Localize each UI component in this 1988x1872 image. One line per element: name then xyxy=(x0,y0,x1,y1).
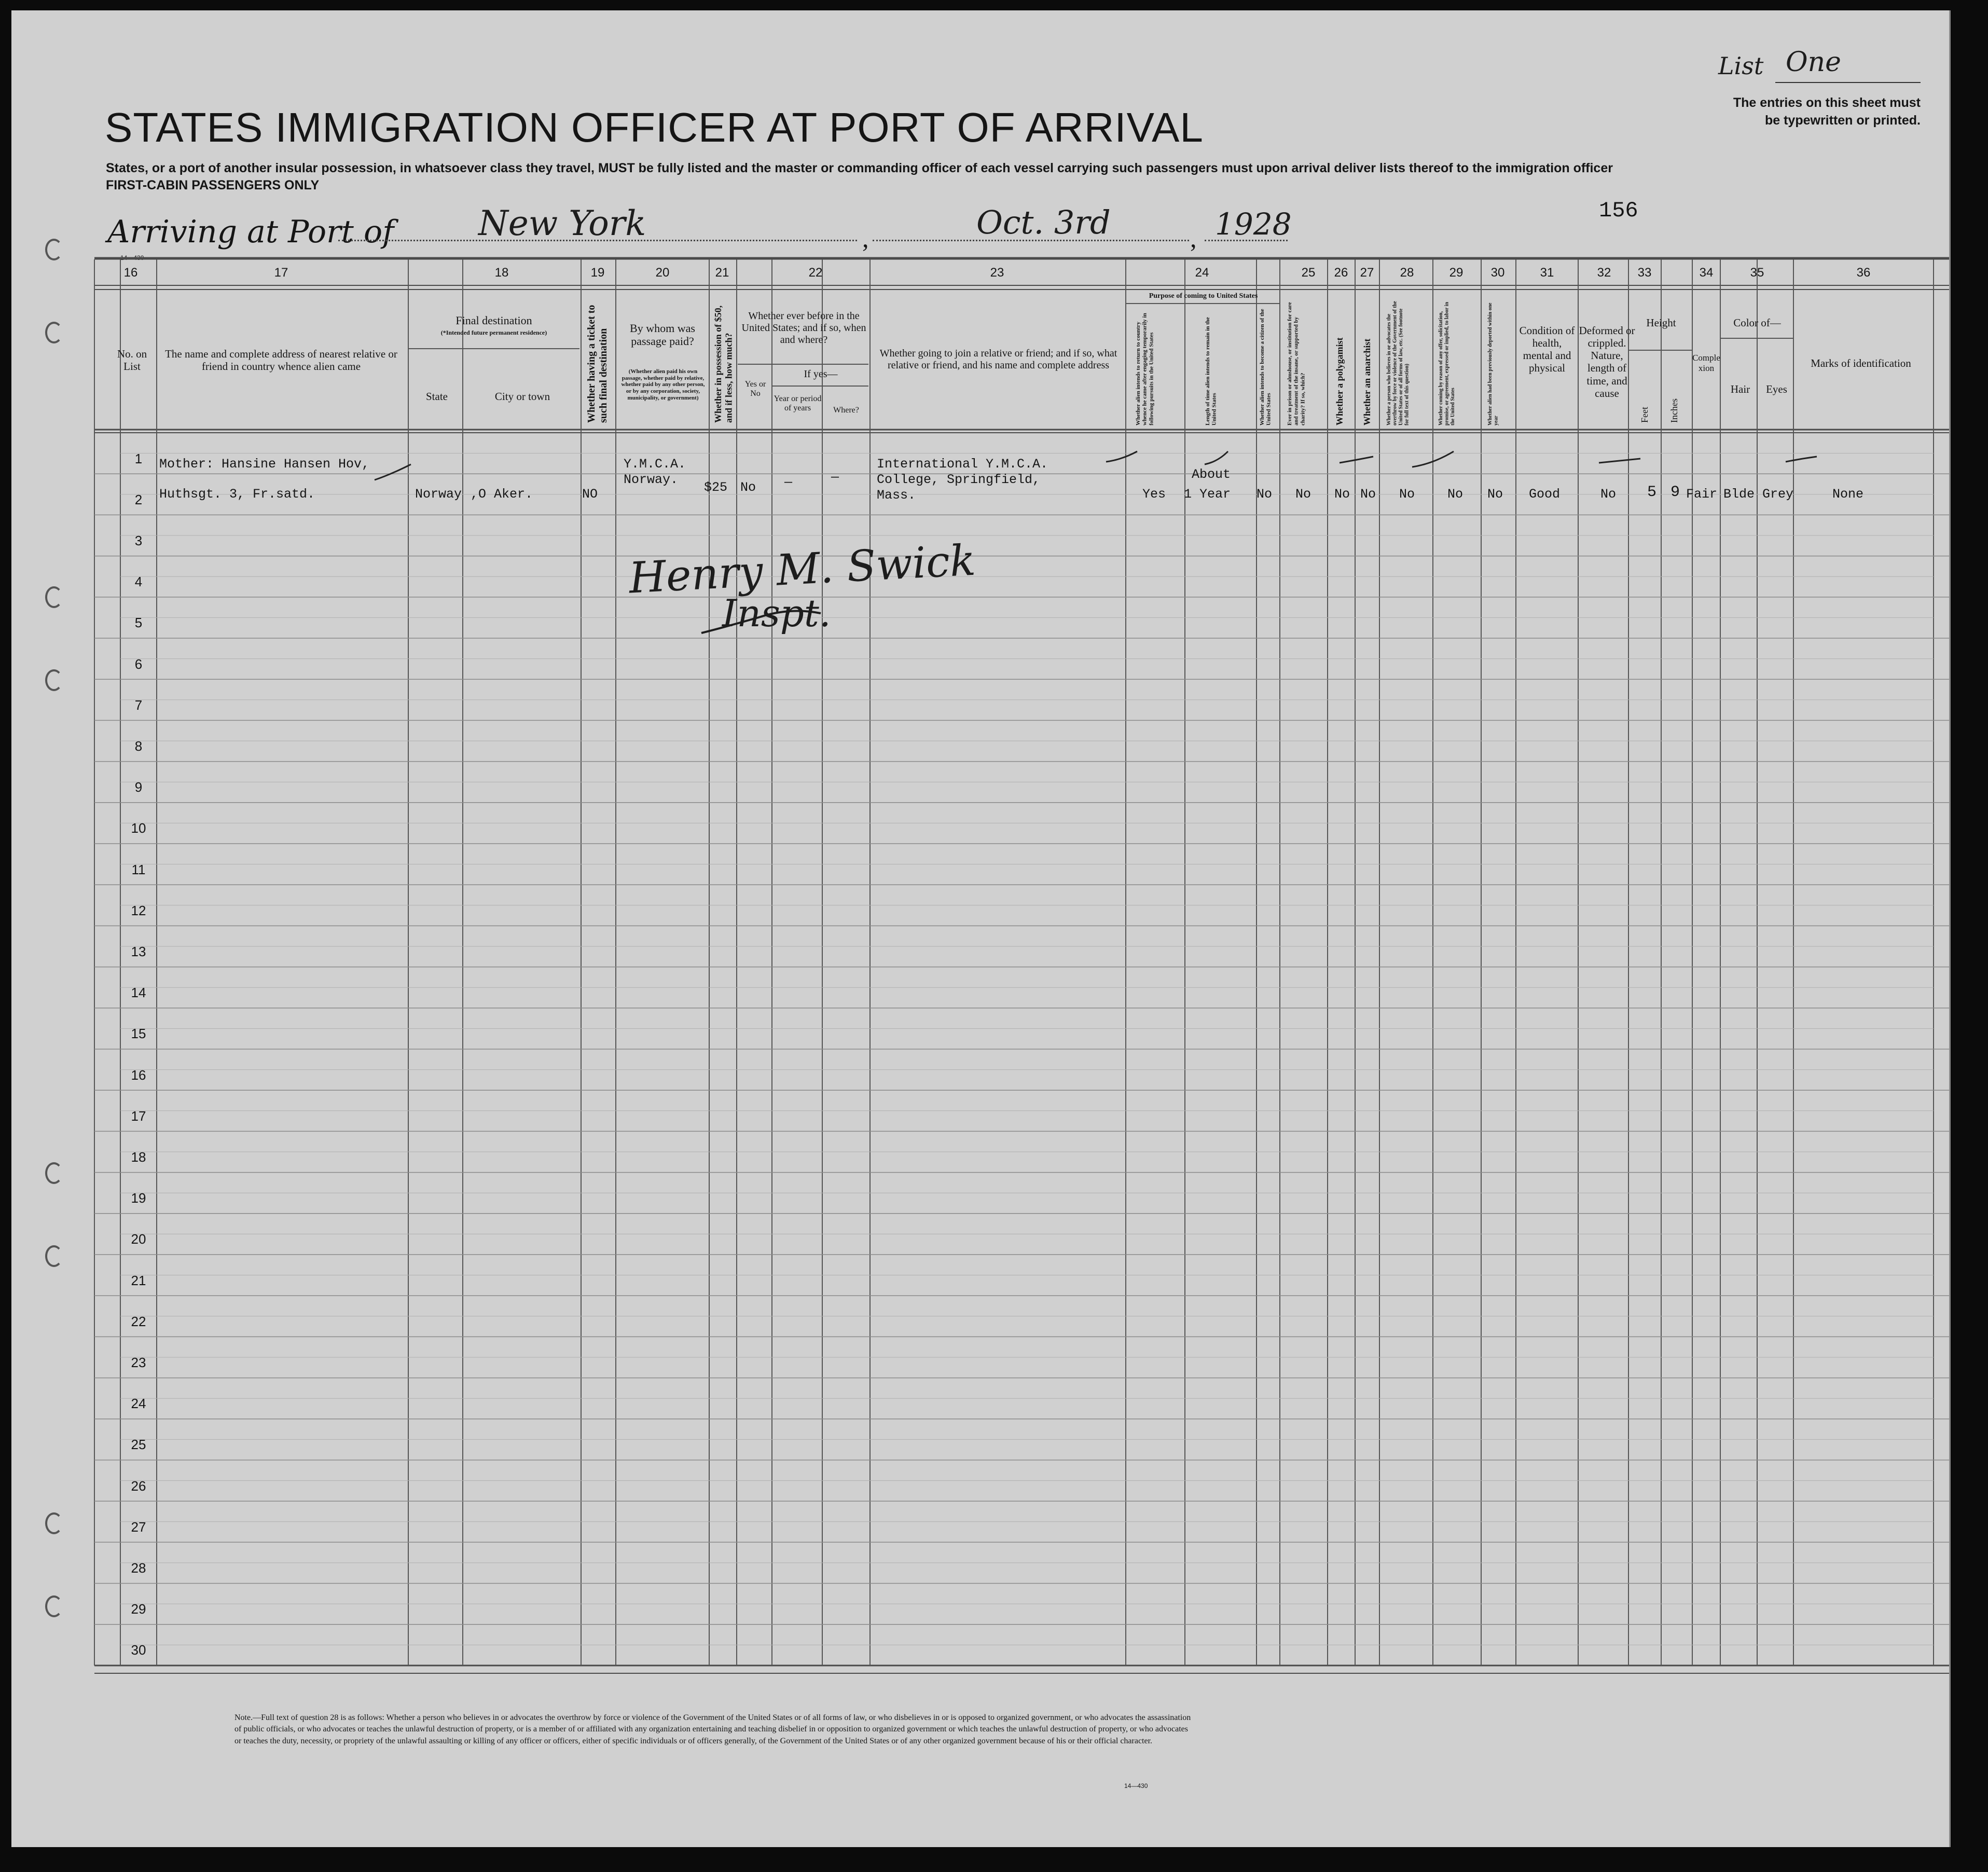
comma: , xyxy=(862,224,869,253)
row-number: 27 xyxy=(131,1519,146,1535)
row-number: 18 xyxy=(131,1149,146,1165)
col34-header: Complexion xyxy=(1692,353,1720,373)
row-number: 7 xyxy=(134,697,143,713)
entry-hair: Blde xyxy=(1723,487,1755,502)
comma: , xyxy=(1190,224,1197,253)
col20-header: By whom was passage paid? xyxy=(630,322,695,348)
col16-header: No. on List xyxy=(117,348,147,373)
arriving-label: Arriving at Port of xyxy=(107,214,394,250)
list-value: One xyxy=(1786,47,1841,78)
entry-joining-2: College, Springfield, xyxy=(877,472,1041,487)
entry-joining-3: Mass. xyxy=(877,488,916,503)
entry-overthrow: No xyxy=(1399,487,1415,502)
entry-before-where: — xyxy=(831,470,839,485)
footnote-text: Note.—Full text of question 28 is as follows: Whether a person who believes in or advocates the overthrow by force or violence of the Government of the United States or of all forms of law, or who disbelieves in or is opposed to organized government, or who advocates the assassination of public officials, or who advocates or teaches the unlawful destruction of property, or is a member of or affiliated with any organization entertaining and teaching disbelief in or opposition to organized government or which teaches the unlawful destruction of property, or who advocates or teaches the duty, necessity, or propriety of the unlawful assaulting or killing of any officer or officers, either of specific individuals or of officers generally, of the Government of the United States or of any other organized government because of his or their official character. xyxy=(234,1713,1191,1745)
row-number: 30 xyxy=(131,1642,146,1658)
col24-b: Length of time alien intends to remain in the United States xyxy=(1205,317,1218,425)
col22-ifyes: If yes— xyxy=(804,368,838,380)
row-number: 26 xyxy=(131,1478,146,1494)
col28-header: Whether a person who believes in or advocates the overthrow by force or violence of the Government of the United States or of all forms of law, etc. (See footnote for full text of this question) xyxy=(1386,301,1410,425)
table-grid xyxy=(11,10,1949,1847)
col29-header: Whether coming by reason of any offer, solicitation, promise, or agreement, expressed or implied, to labor in the United States xyxy=(1438,301,1456,425)
col22-yesno: Yes or No xyxy=(744,380,766,398)
notice-line-1: The entries on this sheet must xyxy=(1733,95,1921,110)
col22-header: Whether ever before in the United States; and if so, when and where? xyxy=(741,310,866,346)
col18-city: City or town xyxy=(494,390,550,403)
column-number: 20 xyxy=(655,266,670,280)
col24-a: Whether alien intends to return to country whence he came after engaging temporarily in following pursuits in the United States xyxy=(1135,313,1155,425)
entry-city: ,O Aker. xyxy=(471,487,533,502)
row-number: 28 xyxy=(131,1560,146,1576)
col18-state: State xyxy=(426,390,448,403)
entry-anarchist: No xyxy=(1360,487,1376,502)
entry-ticket: NO xyxy=(582,487,598,502)
entry-money: $25 xyxy=(704,480,728,495)
entry-joining-1: International Y.M.C.A. xyxy=(877,457,1048,472)
entry-deported: No xyxy=(1487,487,1503,502)
inspector-title: Inspt. xyxy=(722,591,831,635)
column-number: 30 xyxy=(1490,266,1505,280)
column-number: 36 xyxy=(1856,266,1871,280)
entry-paid-by-2: Norway. xyxy=(624,472,679,487)
row-number: 12 xyxy=(131,902,146,918)
col26-header: Whether a polygamist xyxy=(1334,337,1345,425)
row-number: 29 xyxy=(131,1601,146,1617)
inspector-signature: Henry M. Swick xyxy=(627,535,977,603)
sheet-number: 156 xyxy=(1599,198,1638,223)
row-number: 14 xyxy=(131,985,146,1001)
entry-feet: 5 xyxy=(1647,484,1657,501)
entry-paid-by-1: Y.M.C.A. xyxy=(624,457,686,472)
column-number: 19 xyxy=(590,266,605,280)
date-value: Oct. 3rd xyxy=(976,203,1111,241)
row-number: 20 xyxy=(131,1231,146,1247)
entry-before-year: — xyxy=(784,475,793,490)
entry-deformed: No xyxy=(1600,487,1617,502)
col18-note: (*Intended future permanent residence) xyxy=(440,329,547,336)
entry-polygamist: No xyxy=(1334,487,1350,502)
entry-relative-line2: Huthsgt. 3, Fr.satd. xyxy=(159,487,315,502)
column-number: 21 xyxy=(715,266,729,280)
entry-marks: None xyxy=(1832,487,1864,502)
col31-header: Condition of health, mental and physical xyxy=(1519,324,1575,375)
row-number: 8 xyxy=(134,738,143,754)
col20-note: (Whether alien paid his own passage, whether paid by relative, whether paid by any other person, or by any corporation, society, municipality, or government) xyxy=(621,368,705,401)
entry-labor-offer: No xyxy=(1447,487,1464,502)
entry-health: Good xyxy=(1529,487,1561,502)
page-title: STATES IMMIGRATION OFFICER AT PORT OF ARRIVAL xyxy=(105,104,1204,150)
column-number: 31 xyxy=(1540,266,1554,280)
col22-year: Year or period of years xyxy=(774,394,822,413)
col21-header: Whether in possession of $50, and if less, how much? xyxy=(713,305,734,423)
footnote-code: 14—430 xyxy=(1124,1782,1148,1790)
col30-header: Whether alien had been previously deported within one year xyxy=(1487,302,1499,425)
col32-header: Deformed or crippled. Nature, length of time, and cause xyxy=(1579,324,1635,400)
manifest-sheet xyxy=(11,10,1951,1847)
column-number: 24 xyxy=(1195,266,1209,280)
column-number: 25 xyxy=(1301,266,1316,280)
row-number: 10 xyxy=(131,820,146,836)
entry-length-1: About xyxy=(1192,467,1231,482)
column-number: 27 xyxy=(1360,266,1374,280)
entry-eyes: Grey xyxy=(1762,487,1794,502)
col19-header: Whether having a ticket to such final destination xyxy=(586,305,609,423)
entry-state: Norway xyxy=(415,487,462,502)
entry-inches: 9 xyxy=(1671,484,1680,501)
list-label: List xyxy=(1718,52,1764,80)
row-number: 5 xyxy=(134,615,143,631)
col25-header: Ever in prison or almshouse, or institution for care and treatment of the insane, or supported by charity? If so, which? xyxy=(1287,302,1306,425)
column-number: 23 xyxy=(990,266,1004,280)
col35-header: Color of— xyxy=(1733,316,1781,329)
col33-header: Height xyxy=(1646,316,1676,329)
row-number: 4 xyxy=(134,574,143,590)
col33-inches: Inches xyxy=(1669,398,1679,423)
row-number: 16 xyxy=(131,1067,146,1083)
row-number: 15 xyxy=(131,1026,146,1042)
col24-header: Purpose of coming to United States xyxy=(1149,292,1258,300)
row-number: 24 xyxy=(131,1396,146,1412)
row-number: 19 xyxy=(131,1190,146,1206)
row-number: 3 xyxy=(134,533,143,548)
col23-header: Whether going to join a relative or friend; and if so, what relative or friend, and his name and complete address xyxy=(879,348,1117,371)
row-number: 21 xyxy=(131,1272,146,1288)
row-number: 17 xyxy=(131,1108,146,1124)
year-value: 1928 xyxy=(1215,207,1292,242)
entry-length-2: 1 Year xyxy=(1184,487,1231,502)
col35-eyes: Eyes xyxy=(1766,383,1787,395)
notice-line-2: be typewritten or printed. xyxy=(1764,113,1921,128)
entry-relative-line1: Mother: Hansine Hansen Hov, xyxy=(159,457,370,472)
entry-citizen: No xyxy=(1257,487,1273,502)
class-line: FIRST-CABIN PASSENGERS ONLY xyxy=(106,178,320,192)
column-number: 28 xyxy=(1400,266,1414,280)
column-number: 34 xyxy=(1699,266,1714,280)
column-number: 29 xyxy=(1449,266,1464,280)
column-number: 17 xyxy=(274,266,288,280)
entry-before-in-us: No xyxy=(740,480,756,495)
col36-header: Marks of identification xyxy=(1811,357,1911,369)
row-number: 1 xyxy=(134,450,143,466)
col18-header: Final destination xyxy=(455,314,532,327)
column-number: 35 xyxy=(1750,266,1764,280)
row-number: 22 xyxy=(131,1313,146,1329)
col24-c: Whether alien intends to become a citizen of the United States xyxy=(1259,309,1272,425)
column-number: 18 xyxy=(494,266,509,280)
row-number: 11 xyxy=(131,861,146,877)
entry-intends-return: Yes xyxy=(1142,487,1166,502)
column-number: 32 xyxy=(1597,266,1611,280)
column-number: 22 xyxy=(808,266,823,280)
column-number: 26 xyxy=(1334,266,1348,280)
col33-feet: Feet xyxy=(1639,407,1650,423)
column-number: 16 xyxy=(123,266,138,280)
row-number: 23 xyxy=(131,1355,146,1370)
row-number: 13 xyxy=(131,944,146,959)
subtitle: States, or a port of another insular possession, in whatsoever class they travel, MUST be fully listed and the master or commanding officer of each vessel carrying such passengers must upon arrival deliver lists thereof to the immigration officer xyxy=(106,161,1613,175)
col17-header: The name and complete address of nearest relative or friend in country whence alien came xyxy=(165,348,397,373)
port-value: New York xyxy=(478,203,646,243)
column-number: 33 xyxy=(1637,266,1652,280)
col35-hair: Hair xyxy=(1730,383,1750,395)
row-number: 6 xyxy=(134,656,143,672)
row-number: 9 xyxy=(134,779,143,795)
row-number: 2 xyxy=(134,491,143,507)
col22-where: Where? xyxy=(833,406,859,415)
form-code: 14—430 xyxy=(120,254,144,261)
col27-header: Whether an anarchist xyxy=(1362,338,1372,425)
entry-complexion: Fair xyxy=(1686,487,1718,502)
row-number: 25 xyxy=(131,1437,146,1453)
entry-prison: No xyxy=(1295,487,1311,502)
